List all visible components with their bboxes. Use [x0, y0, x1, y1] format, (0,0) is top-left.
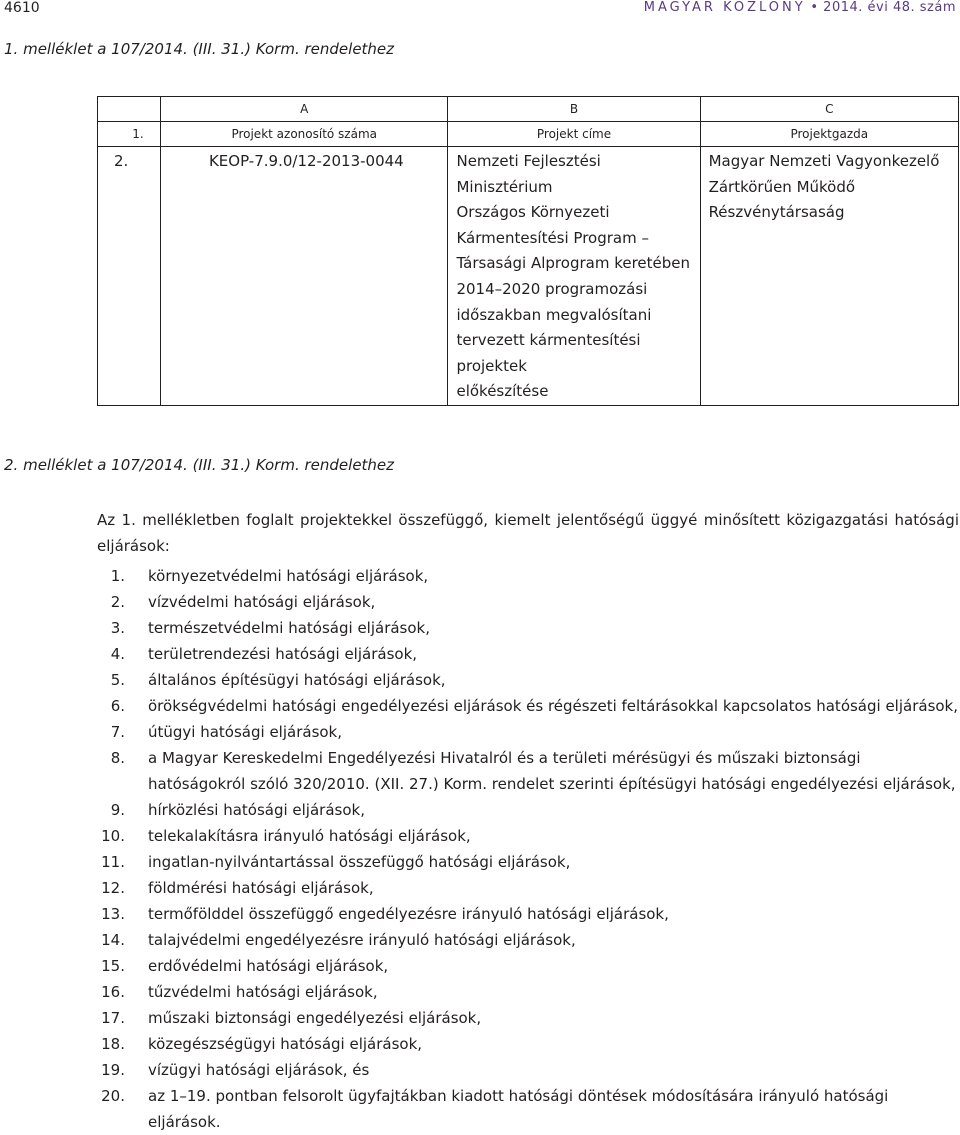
item-text: környezetvédelmi hatósági eljárások,	[148, 567, 429, 585]
list-item	[97, 979, 959, 1005]
letter-cell-empty	[98, 97, 161, 122]
item-text: útügyi hatósági eljárások,	[148, 723, 343, 741]
item-number: 20.	[101, 1087, 125, 1105]
list-item	[97, 1057, 959, 1083]
annex-1-title: 1. melléklet a 107/2014. (III. 31.) Korm. rendelethez	[4, 40, 395, 58]
item-number: 18.	[101, 1035, 125, 1053]
item-number: 12.	[101, 879, 125, 897]
item-text: talajvédelmi engedélyezésre irányuló hatósági eljárások,	[148, 931, 576, 949]
item-text: az 1–19. pontban felsorolt ügyfajtákban kiadott hatósági döntések módosítására irányuló hatósági eljárások.	[148, 1087, 889, 1131]
column-letter-a: A	[160, 97, 448, 122]
list-item	[97, 1083, 959, 1135]
project-title-line: tervezett kármentesítési projektek	[456, 331, 641, 375]
item-text: területrendezési hatósági eljárások,	[148, 645, 418, 663]
list-item	[97, 693, 959, 719]
item-number: 11.	[101, 853, 125, 871]
journal-title: MAGYAR KÖZLÖNY	[643, 0, 806, 15]
item-number: 10.	[101, 827, 125, 845]
item-number: 6.	[110, 697, 125, 715]
project-owner-line: Magyar Nemzeti Vagyonkezelő	[708, 152, 940, 170]
item-number: 1.	[110, 567, 125, 585]
item-text: hírközlési hatósági eljárások,	[148, 801, 365, 819]
table-row	[98, 147, 959, 406]
item-text: vízügyi hatósági eljárások, és	[148, 1061, 370, 1079]
item-text: műszaki biztonsági engedélyezési eljárások,	[148, 1009, 482, 1027]
item-text: általános építésügyi hatósági eljárások,	[148, 671, 446, 689]
list-item	[97, 875, 959, 901]
header-project-owner: Projektgazda	[700, 122, 958, 147]
page-header	[0, 0, 960, 20]
item-text: a Magyar Kereskedelmi Engedélyezési Hivatalról és a területi mérésügyi és műszaki biztonsági hatóságokról szóló 320/2010. (XII. 27.) Korm. rendelet szerinti építésügyi hatósági engedélyezési eljárások,	[148, 749, 956, 793]
project-title-line: előkészítése	[456, 382, 549, 401]
list-item	[97, 953, 959, 979]
item-number: 7.	[110, 723, 125, 741]
item-text: telekalakításra irányuló hatósági eljárások,	[148, 827, 471, 845]
project-owner-line: Zártkörűen Működő	[708, 177, 856, 196]
item-number: 16.	[101, 983, 125, 1001]
annex-2-intro: Az 1. mellékletben foglalt projektekkel összefüggő, kiemelt jelentőségű üggyé minősített közigazgatási hatósági eljárások:	[97, 511, 959, 555]
item-text: örökségvédelmi hatósági engedélyezési eljárások és régészeti feltárásokkal kapcsolatos hatósági eljárások,	[148, 697, 959, 715]
project-title-line: 2014–2020 programozási	[456, 279, 648, 298]
list-item	[97, 901, 959, 927]
project-title-line: Kármentesítési Program –	[456, 228, 649, 247]
item-text: tűzvédelmi hatósági eljárások,	[148, 983, 378, 1001]
item-number: 17.	[101, 1009, 125, 1027]
item-number: 14.	[101, 931, 125, 949]
item-number: 5.	[110, 671, 125, 689]
annex-2-title: 2. melléklet a 107/2014. (III. 31.) Korm. rendelethez	[4, 456, 395, 474]
item-number: 2.	[110, 593, 125, 611]
header-project-title: Projekt címe	[448, 122, 700, 147]
item-number: 3.	[110, 619, 125, 637]
item-text: természetvédelmi hatósági eljárások,	[148, 619, 431, 637]
item-number: 19.	[101, 1061, 125, 1079]
row-number: 2.	[98, 147, 161, 406]
bullet-separator: •	[810, 0, 819, 15]
journal-masthead	[644, 0, 956, 15]
header-project-id: Projekt azonosító száma	[160, 122, 448, 147]
page-number: 4610	[4, 0, 40, 16]
list-item	[97, 849, 959, 875]
item-text: erdővédelmi hatósági eljárások,	[148, 957, 389, 975]
list-item	[97, 823, 959, 849]
project-id-cell: KEOP-7.9.0/12-2013-0044	[160, 147, 448, 406]
project-table	[97, 96, 959, 406]
item-text: ingatlan-nyilvántartással összefüggő hatósági eljárások,	[148, 853, 571, 871]
journal-issue: 2014. évi 48. szám	[823, 0, 956, 15]
project-title-line: időszakban megvalósítani	[456, 305, 652, 324]
item-text: vízvédelmi hatósági eljárások,	[148, 593, 376, 611]
list-item	[97, 589, 959, 615]
project-title-cell	[448, 147, 700, 406]
procedure-list	[97, 563, 959, 1135]
item-number: 8.	[110, 749, 125, 767]
list-item	[97, 563, 959, 589]
column-letter-c: C	[700, 97, 958, 122]
item-number: 15.	[101, 957, 125, 975]
column-letter-row	[98, 97, 959, 122]
list-item	[97, 615, 959, 641]
item-number: 13.	[101, 905, 125, 923]
project-owner-line: Részvénytársaság	[708, 203, 845, 222]
list-item	[97, 641, 959, 667]
list-item	[97, 927, 959, 953]
item-number: 9.	[110, 801, 125, 819]
table-header-row	[98, 122, 959, 147]
list-item	[97, 1005, 959, 1031]
item-text: termőfölddel összefüggő engedélyezésre irányuló hatósági eljárások,	[148, 905, 669, 923]
item-number: 4.	[110, 645, 125, 663]
project-owner-cell	[700, 147, 958, 406]
list-item	[97, 1031, 959, 1057]
project-title-line: Országos Környezeti	[456, 203, 610, 222]
column-letter-b: B	[448, 97, 700, 122]
list-item	[97, 719, 959, 745]
project-title-line: Nemzeti Fejlesztési Minisztérium	[456, 152, 601, 196]
row-number: 1.	[98, 122, 161, 147]
item-text: földmérési hatósági eljárások,	[148, 879, 374, 897]
list-item	[97, 745, 959, 797]
item-text: közegészségügyi hatósági eljárások,	[148, 1035, 423, 1053]
list-item	[97, 797, 959, 823]
project-title-line: Társasági Alprogram keretében	[456, 254, 691, 273]
list-item	[97, 667, 959, 693]
